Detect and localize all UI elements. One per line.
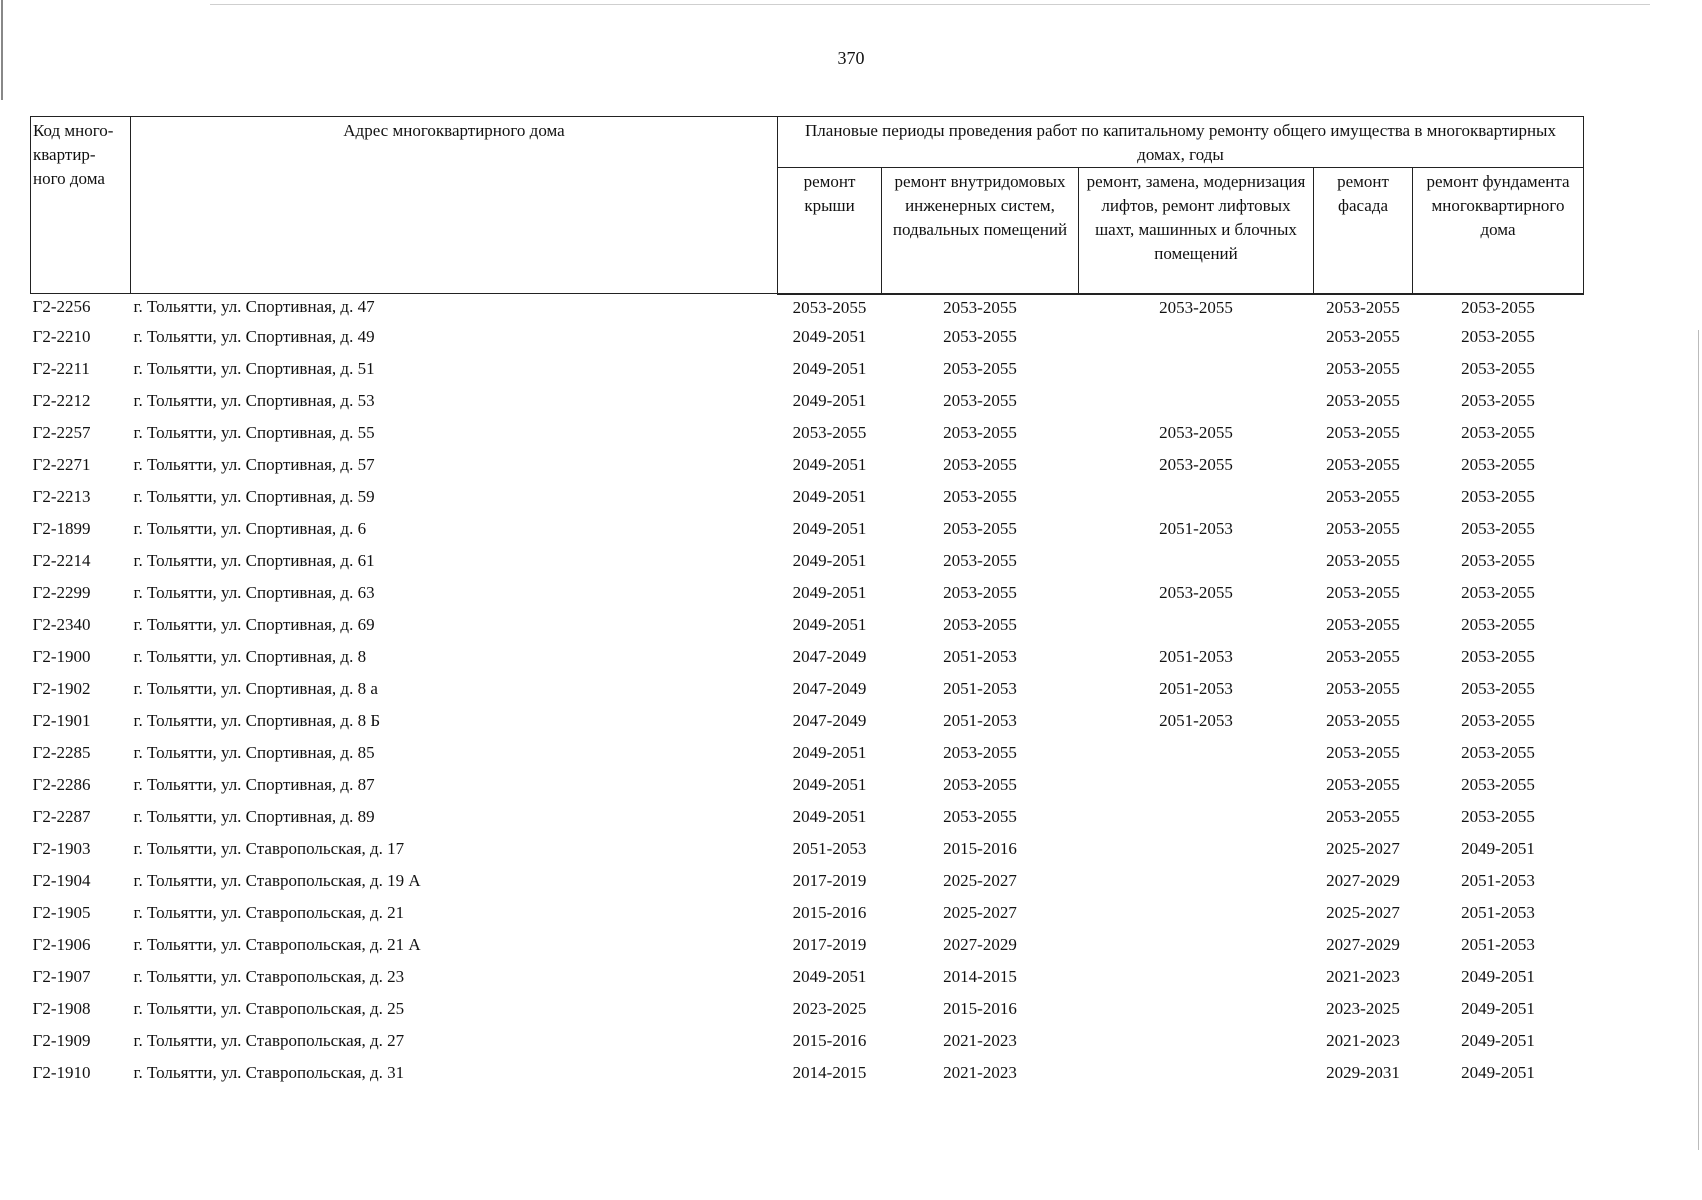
cell-roof: 2049-2051 — [792, 550, 867, 570]
table-row — [31, 705, 1584, 737]
cell-foundation: 2053-2055 — [1461, 806, 1535, 826]
cell-code: Г2-2257 — [32, 422, 91, 442]
cell-engineering: 2021-2023 — [943, 1030, 1017, 1050]
cell-address: г. Тольятти, ул. Ставропольская, д. 21 — [133, 902, 405, 922]
cell-code: Г2-1901 — [32, 710, 91, 730]
header-foundation: ремонт фундамента многоквартирного дома — [1413, 168, 1584, 294]
cell-foundation: 2053-2055 — [1461, 710, 1535, 730]
cell-code: Г2-1907 — [32, 966, 91, 986]
cell-elevators: 2051-2053 — [1159, 678, 1233, 698]
cell-code: Г2-2285 — [32, 742, 91, 762]
cell-facade: 2021-2023 — [1326, 1030, 1400, 1050]
cell-engineering: 2053-2055 — [943, 326, 1017, 346]
cell-foundation: 2053-2055 — [1461, 422, 1535, 442]
cell-foundation: 2051-2053 — [1461, 934, 1535, 954]
cell-foundation: 2053-2055 — [1461, 518, 1535, 538]
cell-roof: 2049-2051 — [792, 486, 867, 506]
cell-engineering: 2053-2055 — [943, 297, 1017, 317]
cell-engineering: 2025-2027 — [943, 870, 1017, 890]
cell-address: г. Тольятти, ул. Спортивная, д. 59 — [133, 486, 375, 506]
table-body — [31, 294, 1584, 1089]
cell-facade: 2023-2025 — [1326, 998, 1400, 1018]
cell-code: Г2-1910 — [32, 1062, 91, 1082]
cell-roof: 2047-2049 — [792, 646, 867, 666]
cell-address: г. Тольятти, ул. Спортивная, д. 51 — [133, 358, 375, 378]
cell-facade: 2027-2029 — [1326, 870, 1400, 890]
scan-right-edge — [1698, 330, 1699, 1150]
cell-facade: 2027-2029 — [1326, 934, 1400, 954]
cell-address: г. Тольятти, ул. Спортивная, д. 57 — [133, 454, 375, 474]
cell-engineering: 2021-2023 — [943, 1062, 1017, 1082]
cell-engineering: 2025-2027 — [943, 902, 1017, 922]
cell-foundation: 2049-2051 — [1461, 838, 1535, 858]
cell-address: г. Тольятти, ул. Спортивная, д. 47 — [133, 297, 375, 317]
cell-elevators — [1079, 1057, 1314, 1089]
header-facade: ремонт фасада — [1314, 168, 1413, 294]
cell-roof: 2049-2051 — [792, 390, 867, 410]
cell-code: Г2-2340 — [32, 614, 91, 634]
cell-address: г. Тольятти, ул. Спортивная, д. 89 — [133, 806, 375, 826]
cell-elevators: 2053-2055 — [1159, 422, 1233, 442]
cell-address: г. Тольятти, ул. Спортивная, д. 8 — [133, 646, 367, 666]
cell-facade: 2053-2055 — [1326, 486, 1400, 506]
table-row — [31, 641, 1584, 673]
table-row — [31, 577, 1584, 609]
cell-foundation: 2049-2051 — [1461, 998, 1535, 1018]
cell-foundation: 2049-2051 — [1461, 1062, 1535, 1082]
cell-code: Г2-2271 — [32, 454, 91, 474]
cell-engineering: 2053-2055 — [943, 582, 1017, 602]
cell-roof: 2047-2049 — [792, 710, 867, 730]
cell-address: г. Тольятти, ул. Спортивная, д. 49 — [133, 326, 375, 346]
cell-facade: 2053-2055 — [1326, 678, 1400, 698]
cell-code: Г2-2256 — [32, 297, 91, 317]
table-row — [31, 961, 1584, 993]
table-row — [31, 1025, 1584, 1057]
cell-address: г. Тольятти, ул. Ставропольская, д. 21 А — [133, 934, 421, 954]
capital-repair-table — [30, 116, 1584, 1089]
cell-facade: 2053-2055 — [1326, 742, 1400, 762]
cell-facade: 2053-2055 — [1326, 806, 1400, 826]
scan-top-edge — [210, 4, 1650, 5]
cell-address: г. Тольятти, ул. Ставропольская, д. 31 — [133, 1062, 405, 1082]
cell-engineering: 2053-2055 — [943, 742, 1017, 762]
cell-engineering: 2053-2055 — [943, 518, 1017, 538]
cell-address: г. Тольятти, ул. Спортивная, д. 85 — [133, 742, 375, 762]
cell-address: г. Тольятти, ул. Спортивная, д. 87 — [133, 774, 375, 794]
cell-address: г. Тольятти, ул. Ставропольская, д. 25 — [133, 998, 405, 1018]
table-row — [31, 865, 1584, 897]
cell-elevators — [1079, 321, 1314, 353]
cell-code: Г2-2286 — [32, 774, 91, 794]
cell-elevators — [1079, 769, 1314, 801]
cell-code: Г2-1899 — [32, 518, 91, 538]
cell-foundation: 2053-2055 — [1461, 326, 1535, 346]
cell-elevators — [1079, 961, 1314, 993]
cell-elevators — [1079, 609, 1314, 641]
cell-code: Г2-1900 — [32, 646, 91, 666]
header-roof: ремонт крыши — [778, 168, 882, 294]
cell-roof: 2049-2051 — [792, 806, 867, 826]
cell-facade: 2053-2055 — [1326, 326, 1400, 346]
table-row — [31, 897, 1584, 929]
cell-code: Г2-1904 — [32, 870, 91, 890]
cell-foundation: 2053-2055 — [1461, 774, 1535, 794]
cell-code: Г2-2287 — [32, 806, 91, 826]
header-code: Код много-квартир-ного дома — [31, 117, 131, 294]
cell-roof: 2051-2053 — [792, 838, 867, 858]
cell-roof: 2017-2019 — [792, 934, 867, 954]
cell-engineering: 2053-2055 — [943, 614, 1017, 634]
cell-engineering: 2053-2055 — [943, 454, 1017, 474]
cell-foundation: 2053-2055 — [1461, 614, 1535, 634]
cell-elevators — [1079, 385, 1314, 417]
table-row — [31, 769, 1584, 801]
cell-address: г. Тольятти, ул. Спортивная, д. 8 Б — [133, 710, 381, 730]
cell-foundation: 2049-2051 — [1461, 966, 1535, 986]
cell-engineering: 2053-2055 — [943, 358, 1017, 378]
cell-address: г. Тольятти, ул. Ставропольская, д. 17 — [133, 838, 405, 858]
cell-facade: 2053-2055 — [1326, 774, 1400, 794]
cell-engineering: 2053-2055 — [943, 806, 1017, 826]
cell-roof: 2053-2055 — [792, 297, 867, 317]
cell-roof: 2023-2025 — [792, 998, 867, 1018]
cell-code: Г2-1902 — [32, 678, 91, 698]
header-engineering: ремонт внутридомовых инженерных систем, подвальных помещений — [882, 168, 1079, 294]
cell-foundation: 2053-2055 — [1461, 678, 1535, 698]
table-row — [31, 385, 1584, 417]
cell-code: Г2-2299 — [32, 582, 91, 602]
cell-foundation: 2051-2053 — [1461, 870, 1535, 890]
cell-foundation: 2053-2055 — [1461, 582, 1535, 602]
cell-roof: 2049-2051 — [792, 326, 867, 346]
cell-facade: 2053-2055 — [1326, 358, 1400, 378]
cell-roof: 2015-2016 — [792, 902, 867, 922]
cell-roof: 2049-2051 — [792, 454, 867, 474]
cell-facade: 2053-2055 — [1326, 297, 1400, 317]
header-planned-periods: Плановые периоды проведения работ по капитальному ремонту общего имущества в многоквартирных домах, годы — [778, 117, 1584, 168]
cell-facade: 2025-2027 — [1326, 902, 1400, 922]
cell-address: г. Тольятти, ул. Спортивная, д. 55 — [133, 422, 375, 442]
cell-elevators: 2051-2053 — [1159, 710, 1233, 730]
cell-elevators: 2053-2055 — [1159, 582, 1233, 602]
page-number: 370 — [837, 48, 865, 68]
cell-roof: 2049-2051 — [792, 614, 867, 634]
cell-code: Г2-2213 — [32, 486, 91, 506]
cell-address: г. Тольятти, ул. Спортивная, д. 8 а — [133, 678, 378, 698]
cell-code: Г2-1906 — [32, 934, 91, 954]
cell-elevators: 2053-2055 — [1159, 297, 1233, 317]
table-row — [31, 1057, 1584, 1089]
cell-code: Г2-1905 — [32, 902, 91, 922]
cell-elevators — [1079, 929, 1314, 961]
cell-elevators — [1079, 801, 1314, 833]
table-row — [31, 993, 1584, 1025]
cell-facade: 2053-2055 — [1326, 582, 1400, 602]
cell-elevators — [1079, 865, 1314, 897]
cell-facade: 2053-2055 — [1326, 518, 1400, 538]
cell-roof: 2017-2019 — [792, 870, 867, 890]
cell-foundation: 2051-2053 — [1461, 902, 1535, 922]
cell-facade: 2053-2055 — [1326, 422, 1400, 442]
cell-code: Г2-2211 — [32, 358, 90, 378]
cell-elevators: 2051-2053 — [1159, 518, 1233, 538]
cell-roof: 2015-2016 — [792, 1030, 867, 1050]
cell-elevators — [1079, 353, 1314, 385]
header-address: Адрес многоквартирного дома — [131, 117, 778, 294]
table-row — [31, 513, 1584, 545]
cell-roof: 2047-2049 — [792, 678, 867, 698]
cell-roof: 2049-2051 — [792, 966, 867, 986]
cell-engineering: 2027-2029 — [943, 934, 1017, 954]
cell-elevators — [1079, 833, 1314, 865]
cell-address: г. Тольятти, ул. Ставропольская, д. 19 А — [133, 870, 421, 890]
cell-engineering: 2015-2016 — [943, 998, 1017, 1018]
cell-elevators: 2051-2053 — [1159, 646, 1233, 666]
cell-facade: 2021-2023 — [1326, 966, 1400, 986]
cell-code: Г2-1908 — [32, 998, 91, 1018]
cell-address: г. Тольятти, ул. Ставропольская, д. 27 — [133, 1030, 405, 1050]
cell-roof: 2049-2051 — [792, 774, 867, 794]
table-row — [31, 449, 1584, 481]
table-row — [31, 481, 1584, 513]
cell-facade: 2053-2055 — [1326, 454, 1400, 474]
cell-engineering: 2051-2053 — [943, 710, 1017, 730]
cell-foundation: 2053-2055 — [1461, 646, 1535, 666]
cell-engineering: 2053-2055 — [943, 550, 1017, 570]
table-row — [31, 833, 1584, 865]
cell-elevators — [1079, 481, 1314, 513]
cell-facade: 2053-2055 — [1326, 646, 1400, 666]
cell-roof: 2049-2051 — [792, 742, 867, 762]
cell-foundation: 2053-2055 — [1461, 297, 1535, 317]
table-row — [31, 353, 1584, 385]
table-row — [31, 609, 1584, 641]
cell-foundation: 2053-2055 — [1461, 486, 1535, 506]
cell-facade: 2053-2055 — [1326, 710, 1400, 730]
cell-code: Г2-1903 — [32, 838, 91, 858]
table-row — [31, 673, 1584, 705]
cell-roof: 2049-2051 — [792, 582, 867, 602]
cell-elevators — [1079, 993, 1314, 1025]
cell-foundation: 2053-2055 — [1461, 390, 1535, 410]
cell-engineering: 2053-2055 — [943, 774, 1017, 794]
cell-code: Г2-2212 — [32, 390, 91, 410]
cell-roof: 2053-2055 — [792, 422, 867, 442]
table-row — [31, 417, 1584, 449]
header-elevators: ремонт, замена, модернизация лифтов, ремонт лифтовых шахт, машинных и блочных помещений — [1079, 168, 1314, 294]
cell-engineering: 2051-2053 — [943, 678, 1017, 698]
cell-foundation: 2053-2055 — [1461, 550, 1535, 570]
cell-foundation: 2053-2055 — [1461, 454, 1535, 474]
table-row — [31, 321, 1584, 353]
cell-engineering: 2014-2015 — [943, 966, 1017, 986]
cell-facade: 2029-2031 — [1326, 1062, 1400, 1082]
cell-address: г. Тольятти, ул. Спортивная, д. 53 — [133, 390, 375, 410]
cell-address: г. Тольятти, ул. Ставропольская, д. 23 — [133, 966, 405, 986]
cell-roof: 2049-2051 — [792, 518, 867, 538]
table-row — [31, 737, 1584, 769]
cell-code: Г2-2214 — [32, 550, 91, 570]
cell-engineering: 2053-2055 — [943, 390, 1017, 410]
cell-elevators — [1079, 545, 1314, 577]
cell-facade: 2025-2027 — [1326, 838, 1400, 858]
cell-elevators — [1079, 897, 1314, 929]
cell-elevators — [1079, 737, 1314, 769]
cell-engineering: 2051-2053 — [943, 646, 1017, 666]
table-row — [31, 294, 1584, 321]
table-row — [31, 545, 1584, 577]
cell-facade: 2053-2055 — [1326, 390, 1400, 410]
cell-address: г. Тольятти, ул. Спортивная, д. 6 — [133, 518, 367, 538]
cell-elevators — [1079, 1025, 1314, 1057]
cell-code: Г2-2210 — [32, 326, 91, 346]
table-row — [31, 801, 1584, 833]
cell-engineering: 2015-2016 — [943, 838, 1017, 858]
cell-foundation: 2053-2055 — [1461, 742, 1535, 762]
cell-address: г. Тольятти, ул. Спортивная, д. 63 — [133, 582, 375, 602]
cell-engineering: 2053-2055 — [943, 486, 1017, 506]
cell-foundation: 2049-2051 — [1461, 1030, 1535, 1050]
cell-foundation: 2053-2055 — [1461, 358, 1535, 378]
cell-address: г. Тольятти, ул. Спортивная, д. 61 — [133, 550, 375, 570]
cell-code: Г2-1909 — [32, 1030, 91, 1050]
cell-roof: 2049-2051 — [792, 358, 867, 378]
cell-facade: 2053-2055 — [1326, 614, 1400, 634]
cell-elevators: 2053-2055 — [1159, 454, 1233, 474]
table-row — [31, 929, 1584, 961]
cell-address: г. Тольятти, ул. Спортивная, д. 69 — [133, 614, 375, 634]
cell-roof: 2014-2015 — [792, 1062, 867, 1082]
cell-engineering: 2053-2055 — [943, 422, 1017, 442]
cell-facade: 2053-2055 — [1326, 550, 1400, 570]
